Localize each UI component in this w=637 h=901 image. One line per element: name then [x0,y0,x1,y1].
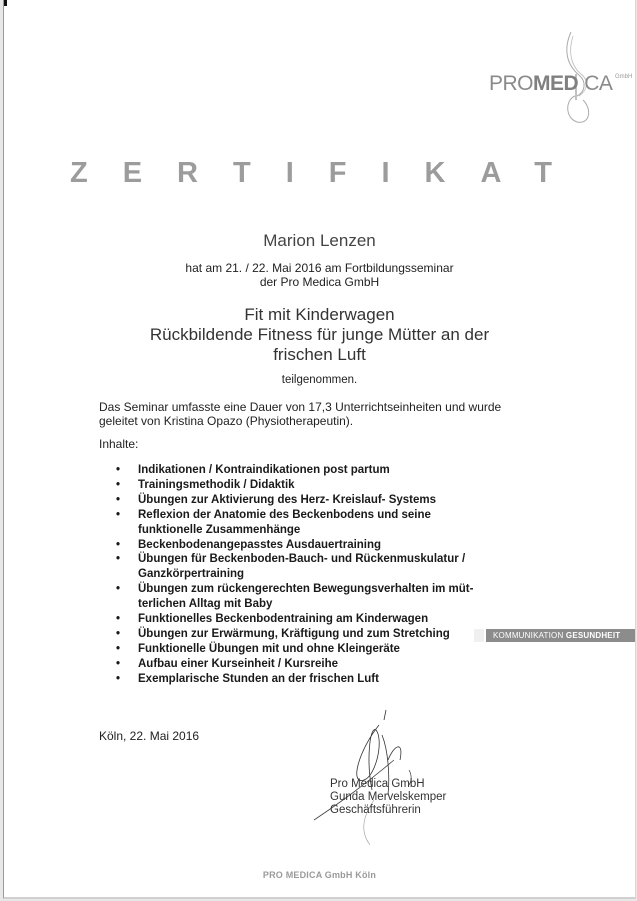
list-item: • Indikationen / Kontraindikationen post partum [116,464,390,476]
description-line: Das Seminar umfasste eine Dauer von 17,3 Unterrichtseinheiten und wurde [99,400,502,414]
bullet-icon: • [116,553,121,566]
description-line: geleitet von Kristina Opazo (Physiotherapeutin). [99,414,354,428]
intro-text [4,261,635,289]
list-item: • Übungen zum rückengerechten Bewegungsverhalten im müt-terlichen Alltag mit Baby [116,583,474,611]
promedica-logo [489,30,633,125]
course-title-line: Fit mit Kinderwagen [244,305,395,324]
bullet-icon: • [116,657,121,670]
intro-line: der Pro Medica GmbH [259,275,380,289]
signer-company: Pro Medica GmbH [330,778,425,790]
kommunikation-gesundheit-badge: KOMMUNIKATION GESUNDHEIT [486,629,635,642]
list-item: • Übungen für Beckenboden-Bauch- und Rückenmuskulatur / Ganzkörpertraining [116,553,466,581]
intro-line: hat am 21. / 22. Mai 2016 am Fortbildungsseminar [185,261,454,275]
list-item: • Funktionelle Übungen mit und ohne Kleingeräte [116,642,400,655]
course-title [4,305,635,365]
certificate-page [3,0,636,899]
list-item: • Übungen zur Erwärmung, Kräftigung und zum Stretching [116,627,450,640]
contents-list [116,463,486,687]
logo-gmbh-suffix: GmbH [615,74,633,80]
contents-label: Inhalte: [99,437,139,451]
course-title-line: Rückbildende Fitness für junge Mütter an der [149,325,490,344]
list-item: • Trainingsmethodik / Didaktik [116,478,295,491]
badge-stub [474,629,484,642]
footer-text: PRO MEDICA GmbH Köln [262,870,377,880]
scan-corner-mark [4,0,7,6]
signer-block [330,778,446,817]
list-item: • Übungen zur Aktivierung des Herz- Kreislauf- Systems [116,493,437,506]
list-item: • Exemplarische Stunden an der frischen Luft [116,672,379,685]
bullet-icon: • [116,672,121,685]
list-item: • Reflexion der Anatomie des Beckenbodens und seine funktionelle Zusammenhänge [116,508,431,536]
signer-role: Geschäftsführerin [330,804,421,816]
signature-icon [304,700,424,850]
list-item: • Beckenbodenangepasstes Ausdauertraining [116,538,382,551]
bullet-icon: • [116,627,121,640]
recipient-name: Marion Lenzen [263,231,376,250]
seminar-description [99,400,519,428]
bullet-icon: • [116,538,121,551]
bullet-icon: • [116,508,121,521]
bullet-icon: • [116,583,121,596]
bullet-icon: • [116,464,121,476]
bullet-icon: • [116,478,121,491]
bullet-icon: • [116,613,121,626]
course-title-line: frischen Luft [273,345,366,364]
certificate-title: ZERTIFIKAT [70,157,587,189]
bullet-icon: • [116,642,121,655]
signer-name: Gunda Mervelskemper [330,791,447,803]
list-item: • Funktionelles Beckenbodentraining am Kinderwagen [116,613,429,626]
place-date: Köln, 22. Mai 2016 [99,729,200,743]
logo-wordmark: PROMED CA [489,72,613,95]
participated-text: teilgenommen. [281,374,358,386]
bullet-icon: • [116,493,121,506]
list-item: • Aufbau einer Kurseinheit / Kursreihe [116,657,339,670]
